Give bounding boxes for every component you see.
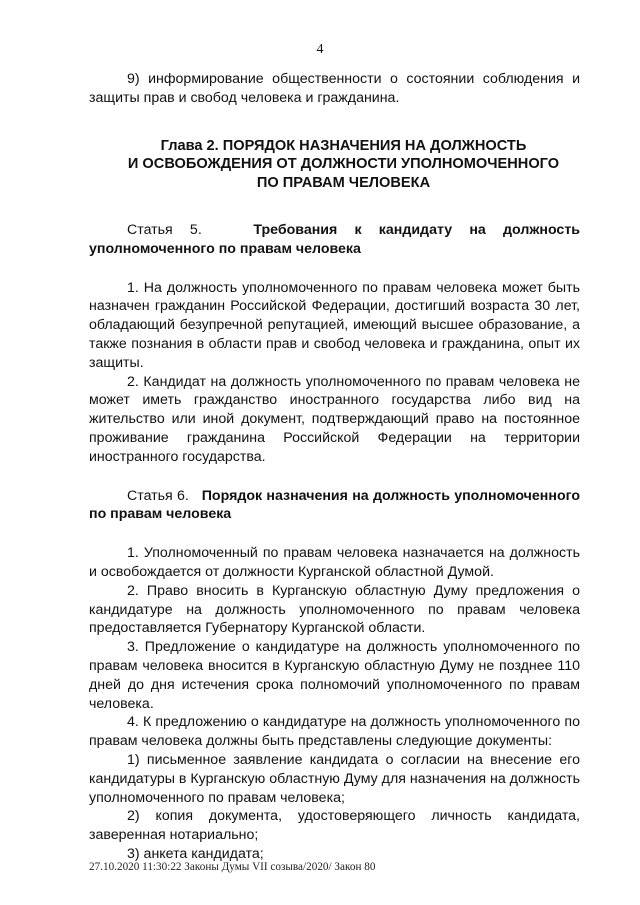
chapter-heading-line: Глава 2. ПОРЯДОК НАЗНАЧЕНИЯ НА ДОЛЖНОСТЬ	[160, 137, 527, 154]
document-body	[89, 70, 580, 864]
chapter-heading-line: И ОСВОБОЖДЕНИЯ ОТ ДОЛЖНОСТИ УПОЛНОМОЧЕННОГО	[127, 156, 560, 173]
article-6-paragraph: 1. Уполномоченный по правам человека назначается на должность и освобождается от должности Курганской областной Думой.	[89, 545, 580, 580]
article-6-heading	[89, 487, 580, 525]
article-6-paragraph: 4. К предложению о кандидатуре на должность уполномоченного по правам человека должны быть представлены следующие документы:	[89, 714, 580, 750]
article-6-paragraph: 2. Право вносить в Курганскую областную Думу предложения о кандидатуре на должность уполномоченного по правам человека предоставляется Губернатору Курганской области.	[89, 582, 580, 637]
chapter-heading	[89, 137, 580, 193]
article-5-paragraph: 2. Кандидат на должность уполномоченного по правам человека не может иметь гражданство иностранного государства либо вид на жительство или иной документ, подтверждающий право на постоянное проживание гражданина Российской Федерации на территории иностранного государства.	[89, 373, 580, 465]
article-5-paragraph: 1. На должность уполномоченного по правам человека может быть назначен гражданин Российской Федерации, достигший возраста 30 лет, обладающий безупречной репутацией, имеющий высшее образование, а также познания в области прав и свобод человека и гражданина, опыт их защиты.	[89, 279, 580, 371]
article-6-paragraph: 3. Предложение о кандидатуре на должность уполномоченного по правам человека вносится в Курганскую областную Думу не позднее 110 дней до дня истечения срока полномочий уполномоченного по правам человека.	[89, 639, 580, 712]
article-6-subitem: 1) письменное заявление кандидата о согласии на внесение его кандидатуры в Курганскую областную Думу для назначения на должность уполномоченного по правам человека;	[89, 751, 581, 806]
document-footer-stamp: 27.10.2020 11:30:22 Законы Думы VII созыва/2020/ Закон 80	[89, 861, 376, 873]
article-6-subitem: 3) анкета кандидата;	[127, 845, 264, 862]
article-6-number: Статья 6.	[127, 487, 189, 504]
article-5-heading	[89, 221, 580, 259]
page-number: 4	[316, 42, 324, 57]
article-5-number: Статья 5.	[127, 221, 202, 238]
chapter-heading-line: ПО ПРАВАМ ЧЕЛОВЕКА	[256, 175, 431, 192]
list-item-9: 9) информирование общественности о состоянии соблюдения и защиты прав и свобод человека и гражданина.	[89, 71, 580, 106]
article-6-title: Порядок назначения на должность уполномоченного по правам человека	[89, 487, 580, 523]
article-5-title: Требования к кандидату на должность уполномоченного по правам человека	[89, 221, 580, 257]
article-6-subitem: 2) копия документа, удостоверяющего личность кандидата, заверенная нотариально;	[89, 808, 580, 844]
